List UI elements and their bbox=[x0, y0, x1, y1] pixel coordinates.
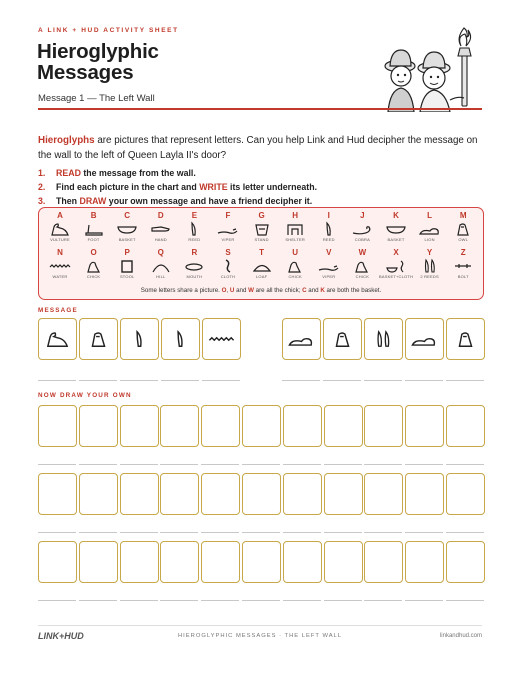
draw-box[interactable] bbox=[201, 541, 240, 583]
two-reeds-icon bbox=[413, 258, 447, 274]
draw-box[interactable] bbox=[446, 541, 485, 583]
draw-box[interactable] bbox=[405, 405, 444, 447]
answer-line[interactable] bbox=[446, 600, 484, 601]
kicker: A LINK + HUD ACTIVITY SHEET bbox=[38, 27, 179, 34]
hand-icon bbox=[144, 221, 178, 237]
glyph-cell-f bbox=[211, 211, 245, 249]
draw-box[interactable] bbox=[160, 473, 199, 515]
draw-box[interactable] bbox=[283, 541, 322, 583]
vulture-icon bbox=[43, 221, 77, 237]
answer-line[interactable] bbox=[38, 464, 76, 465]
message-glyph-box bbox=[282, 318, 321, 360]
glyph-name: REED bbox=[188, 237, 201, 242]
glyph-cell-a bbox=[43, 211, 77, 249]
glyph-name: HAND bbox=[154, 237, 167, 242]
draw-box[interactable] bbox=[79, 405, 118, 447]
chick-icon bbox=[77, 258, 111, 274]
step-number: 2. bbox=[38, 182, 46, 192]
glyph-name: CHICK bbox=[355, 274, 370, 279]
instructions-list bbox=[38, 166, 317, 208]
draw-box[interactable] bbox=[38, 473, 77, 515]
glyph-letter: S bbox=[225, 248, 231, 257]
glyph-name: STOOL bbox=[119, 274, 135, 279]
answer-line[interactable] bbox=[283, 464, 321, 465]
glyph-cell-i bbox=[312, 211, 346, 249]
draw-box[interactable] bbox=[79, 473, 118, 515]
draw-box[interactable] bbox=[446, 473, 485, 515]
answer-line[interactable] bbox=[79, 380, 117, 381]
glyph-name: COBRA bbox=[354, 237, 370, 242]
answer-line[interactable] bbox=[323, 380, 361, 381]
chart-note bbox=[39, 287, 483, 294]
glyph-name: CLOTH bbox=[220, 274, 236, 279]
glyph-cell-h bbox=[278, 211, 312, 249]
draw-box[interactable] bbox=[446, 405, 485, 447]
glyph-cell-d bbox=[144, 211, 178, 249]
answer-line[interactable] bbox=[364, 464, 402, 465]
step-keyword: READ bbox=[56, 168, 81, 178]
owl-icon bbox=[84, 323, 113, 355]
reed-icon bbox=[125, 323, 154, 355]
glyph-name: LION bbox=[424, 237, 435, 242]
loaf-icon bbox=[245, 258, 279, 274]
glyph-name: VIPER bbox=[221, 237, 235, 242]
mouth-icon bbox=[177, 258, 211, 274]
note-letter: W bbox=[248, 287, 254, 294]
lion-icon bbox=[410, 323, 439, 355]
message-glyph-box bbox=[323, 318, 362, 360]
glyph-letter: G bbox=[258, 211, 265, 220]
step-number: 3. bbox=[38, 196, 46, 206]
intro-text: are pictures that represent letters. Can you help Link and Hud decipher the message on the wall to the left of Queen Layla II's door? bbox=[38, 135, 478, 161]
glyph-letter: Z bbox=[460, 248, 466, 257]
owl-icon bbox=[446, 221, 480, 237]
lion-icon bbox=[287, 323, 316, 355]
glyph-letter: K bbox=[393, 211, 399, 220]
draw-box[interactable] bbox=[283, 405, 322, 447]
glyph-cell-y bbox=[413, 248, 447, 286]
glyph-letter: W bbox=[358, 248, 367, 257]
glyph-cell-k bbox=[379, 211, 413, 249]
answer-line[interactable] bbox=[405, 380, 443, 381]
glyph-name: FOOT bbox=[87, 237, 100, 242]
answer-line[interactable] bbox=[242, 600, 280, 601]
answer-line[interactable] bbox=[120, 380, 158, 381]
glyph-cell-m bbox=[446, 211, 480, 249]
basket-icon bbox=[110, 221, 144, 237]
page-subtitle: Message 1 — The Left Wall bbox=[38, 93, 155, 104]
answer-line[interactable] bbox=[446, 380, 484, 381]
chart-row-n-z bbox=[39, 248, 483, 286]
answer-line[interactable] bbox=[202, 380, 240, 381]
glyph-cell-g bbox=[245, 211, 279, 249]
glyph-letter: L bbox=[427, 211, 433, 220]
note-letter: C bbox=[302, 287, 307, 294]
footer-url: linkandhud.com bbox=[439, 633, 482, 639]
chick-icon bbox=[345, 258, 379, 274]
two-reeds-icon bbox=[369, 323, 398, 355]
viper-icon bbox=[211, 221, 245, 237]
glyph-name: HILL bbox=[156, 274, 166, 279]
draw-box[interactable] bbox=[405, 473, 444, 515]
hill-icon bbox=[144, 258, 178, 274]
glyph-letter: C bbox=[124, 211, 131, 220]
glyph-cell-p bbox=[110, 248, 144, 286]
reed-icon bbox=[177, 221, 211, 237]
basket-icon bbox=[379, 221, 413, 237]
bolt-icon bbox=[446, 258, 480, 274]
answer-line[interactable] bbox=[283, 600, 321, 601]
message-glyph-box bbox=[446, 318, 485, 360]
step-keyword: DRAW bbox=[79, 196, 107, 206]
glyph-letter: R bbox=[191, 248, 198, 257]
step-keyword: WRITE bbox=[199, 182, 228, 192]
draw-box[interactable] bbox=[324, 405, 363, 447]
glyph-cell-o bbox=[77, 248, 111, 286]
glyph-name: VIPER bbox=[322, 274, 336, 279]
note-text: and bbox=[306, 287, 321, 294]
owl-icon bbox=[451, 323, 480, 355]
answer-line[interactable] bbox=[324, 600, 362, 601]
draw-box[interactable] bbox=[160, 541, 199, 583]
step-text: Then bbox=[56, 196, 80, 206]
glyph-cell-r bbox=[177, 248, 211, 286]
answer-line[interactable] bbox=[446, 464, 484, 465]
draw-box[interactable] bbox=[38, 405, 77, 447]
shelter-icon bbox=[278, 221, 312, 237]
glyph-name: WATER bbox=[52, 274, 68, 279]
glyph-letter: O bbox=[90, 248, 97, 257]
draw-box[interactable] bbox=[79, 541, 118, 583]
glyph-name: STAND bbox=[254, 237, 269, 242]
glyph-name: 2 REEDS bbox=[420, 274, 439, 279]
glyph-letter: Q bbox=[157, 248, 164, 257]
glyph-cell-u bbox=[278, 248, 312, 286]
draw-box[interactable] bbox=[283, 473, 322, 515]
answer-line[interactable] bbox=[160, 532, 198, 533]
stool-icon bbox=[110, 258, 144, 274]
answer-line[interactable] bbox=[242, 464, 280, 465]
answer-line[interactable] bbox=[120, 532, 158, 533]
page-title bbox=[37, 41, 159, 83]
glyph-letter: E bbox=[191, 211, 198, 220]
answer-line[interactable] bbox=[38, 600, 76, 601]
answer-line[interactable] bbox=[161, 380, 199, 381]
draw-box[interactable] bbox=[324, 541, 363, 583]
glyph-letter: D bbox=[157, 211, 164, 220]
answer-line[interactable] bbox=[324, 532, 362, 533]
glyph-cell-q bbox=[144, 248, 178, 286]
owl-icon bbox=[328, 323, 357, 355]
answer-line[interactable] bbox=[405, 464, 443, 465]
draw-box[interactable] bbox=[160, 405, 199, 447]
answer-line[interactable] bbox=[201, 600, 239, 601]
glyph-cell-s bbox=[211, 248, 245, 286]
stand-icon bbox=[245, 221, 279, 237]
footer-title: HIEROGLYPHIC MESSAGES · THE LEFT WALL bbox=[177, 633, 343, 639]
draw-box[interactable] bbox=[120, 405, 159, 447]
draw-box[interactable] bbox=[120, 473, 159, 515]
message-glyph-box bbox=[79, 318, 118, 360]
glyph-letter: V bbox=[326, 248, 332, 257]
answer-line[interactable] bbox=[79, 600, 117, 601]
draw-label: NOW DRAW YOUR OWN bbox=[38, 392, 132, 399]
message-glyph-box bbox=[161, 318, 200, 360]
glyph-letter: H bbox=[292, 211, 299, 220]
cloth-icon bbox=[211, 258, 245, 274]
glyph-name: BOLT bbox=[457, 274, 469, 279]
glyph-name: BASKET bbox=[387, 237, 405, 242]
answer-line[interactable] bbox=[364, 600, 402, 601]
glyph-letter: B bbox=[90, 211, 97, 220]
glyph-name: MOUTH bbox=[186, 274, 203, 279]
note-text: , bbox=[226, 287, 230, 294]
step-2 bbox=[38, 180, 317, 194]
draw-box[interactable] bbox=[405, 541, 444, 583]
draw-box[interactable] bbox=[38, 541, 77, 583]
footer-logo: LINK+HUD bbox=[38, 631, 84, 641]
draw-box[interactable] bbox=[242, 473, 281, 515]
answer-line[interactable] bbox=[160, 600, 198, 601]
answer-line[interactable] bbox=[201, 464, 239, 465]
glyph-name: BASKET bbox=[118, 237, 136, 242]
glyph-name: VULTURE bbox=[50, 237, 70, 242]
draw-box[interactable] bbox=[324, 473, 363, 515]
note-text: are all the chick; bbox=[253, 287, 303, 294]
water-icon bbox=[43, 258, 77, 274]
title-line-1: Hieroglyphic bbox=[37, 40, 159, 63]
message-glyph-box bbox=[405, 318, 444, 360]
answer-line[interactable] bbox=[79, 464, 117, 465]
step-text: Find each picture in the chart and bbox=[56, 182, 200, 192]
glyph-name: BASKET+CLOTH bbox=[379, 274, 414, 279]
step-text: your own message and have a friend decipher it. bbox=[106, 196, 313, 206]
glyph-name: CHICK bbox=[288, 274, 302, 279]
note-letter: U bbox=[229, 287, 235, 294]
viper-icon bbox=[312, 258, 346, 274]
answer-line[interactable] bbox=[201, 532, 239, 533]
step-text: the message from the wall. bbox=[80, 168, 196, 178]
answer-line[interactable] bbox=[324, 464, 362, 465]
basket-cloth-icon bbox=[379, 258, 413, 274]
hieroglyph-chart bbox=[38, 207, 484, 300]
glyph-letter: N bbox=[57, 248, 63, 257]
draw-box[interactable] bbox=[201, 473, 240, 515]
glyph-letter: I bbox=[327, 211, 330, 220]
glyph-letter: T bbox=[259, 248, 265, 257]
answer-line[interactable] bbox=[38, 380, 76, 381]
step-1 bbox=[38, 166, 317, 180]
answer-line[interactable] bbox=[120, 464, 158, 465]
glyph-cell-e bbox=[177, 211, 211, 249]
glyph-letter: J bbox=[360, 211, 365, 220]
glyph-letter: Y bbox=[426, 248, 433, 257]
header-rule bbox=[38, 108, 482, 110]
vulture-icon bbox=[43, 323, 72, 355]
glyph-cell-w bbox=[345, 248, 379, 286]
lion-icon bbox=[413, 221, 447, 237]
glyph-letter: P bbox=[124, 248, 130, 257]
glyph-cell-t bbox=[245, 248, 279, 286]
glyph-name: CHICK bbox=[86, 274, 101, 279]
message-glyph-box bbox=[364, 318, 403, 360]
cobra-icon bbox=[345, 221, 379, 237]
footer-rule bbox=[38, 625, 482, 626]
step-text: its letter underneath. bbox=[227, 182, 318, 192]
note-text: Some letters share a picture. bbox=[140, 287, 222, 294]
message-label: MESSAGE bbox=[38, 307, 78, 314]
foot-icon bbox=[77, 221, 111, 237]
draw-box[interactable] bbox=[120, 541, 159, 583]
message-glyph-box bbox=[120, 318, 159, 360]
answer-line[interactable] bbox=[120, 600, 158, 601]
note-letter: O bbox=[221, 287, 227, 294]
answer-line[interactable] bbox=[160, 464, 198, 465]
glyph-name: SHELTER bbox=[285, 237, 305, 242]
water-icon bbox=[207, 323, 236, 355]
glyph-name: LOAF bbox=[255, 274, 268, 279]
draw-box[interactable] bbox=[201, 405, 240, 447]
note-text: are both the basket. bbox=[324, 287, 382, 294]
glyph-letter: M bbox=[459, 211, 467, 220]
answer-line[interactable] bbox=[405, 600, 443, 601]
reed-icon bbox=[312, 221, 346, 237]
title-line-2: Messages bbox=[37, 61, 134, 84]
draw-box[interactable] bbox=[364, 473, 403, 515]
note-text: and bbox=[234, 287, 249, 294]
glyph-cell-l bbox=[413, 211, 447, 249]
answer-line[interactable] bbox=[405, 532, 443, 533]
note-letter: K bbox=[320, 287, 325, 294]
message-glyph-box bbox=[202, 318, 241, 360]
answer-line[interactable] bbox=[282, 380, 320, 381]
answer-line[interactable] bbox=[79, 532, 117, 533]
answer-line[interactable] bbox=[446, 532, 484, 533]
glyph-cell-v bbox=[312, 248, 346, 286]
reed-icon bbox=[166, 323, 195, 355]
answer-line[interactable] bbox=[283, 532, 321, 533]
glyph-letter: F bbox=[225, 211, 231, 220]
message-glyph-box bbox=[38, 318, 77, 360]
glyph-letter: A bbox=[57, 211, 63, 220]
link-and-hud-illustration bbox=[378, 26, 486, 112]
glyph-name: OWL bbox=[458, 237, 469, 242]
glyph-cell-n bbox=[43, 248, 77, 286]
step-3 bbox=[38, 194, 317, 208]
glyph-letter: U bbox=[292, 248, 299, 257]
chick-icon bbox=[278, 258, 312, 274]
glyph-cell-b bbox=[77, 211, 111, 249]
draw-box[interactable] bbox=[364, 405, 403, 447]
step-number: 1. bbox=[38, 168, 46, 178]
glyph-name: REED bbox=[322, 237, 335, 242]
glyph-letter: X bbox=[393, 248, 399, 257]
answer-line[interactable] bbox=[364, 380, 402, 381]
intro-highlight: Hieroglyphs bbox=[38, 135, 95, 146]
answer-line[interactable] bbox=[242, 532, 280, 533]
chart-row-a-m bbox=[39, 211, 483, 249]
answer-line[interactable] bbox=[364, 532, 402, 533]
glyph-cell-c bbox=[110, 211, 144, 249]
glyph-cell-z bbox=[446, 248, 480, 286]
glyph-cell-j bbox=[345, 211, 379, 249]
glyph-cell-x bbox=[379, 248, 413, 286]
draw-box[interactable] bbox=[242, 541, 281, 583]
intro-paragraph bbox=[38, 134, 482, 163]
answer-line[interactable] bbox=[38, 532, 76, 533]
draw-box[interactable] bbox=[242, 405, 281, 447]
draw-box[interactable] bbox=[364, 541, 403, 583]
